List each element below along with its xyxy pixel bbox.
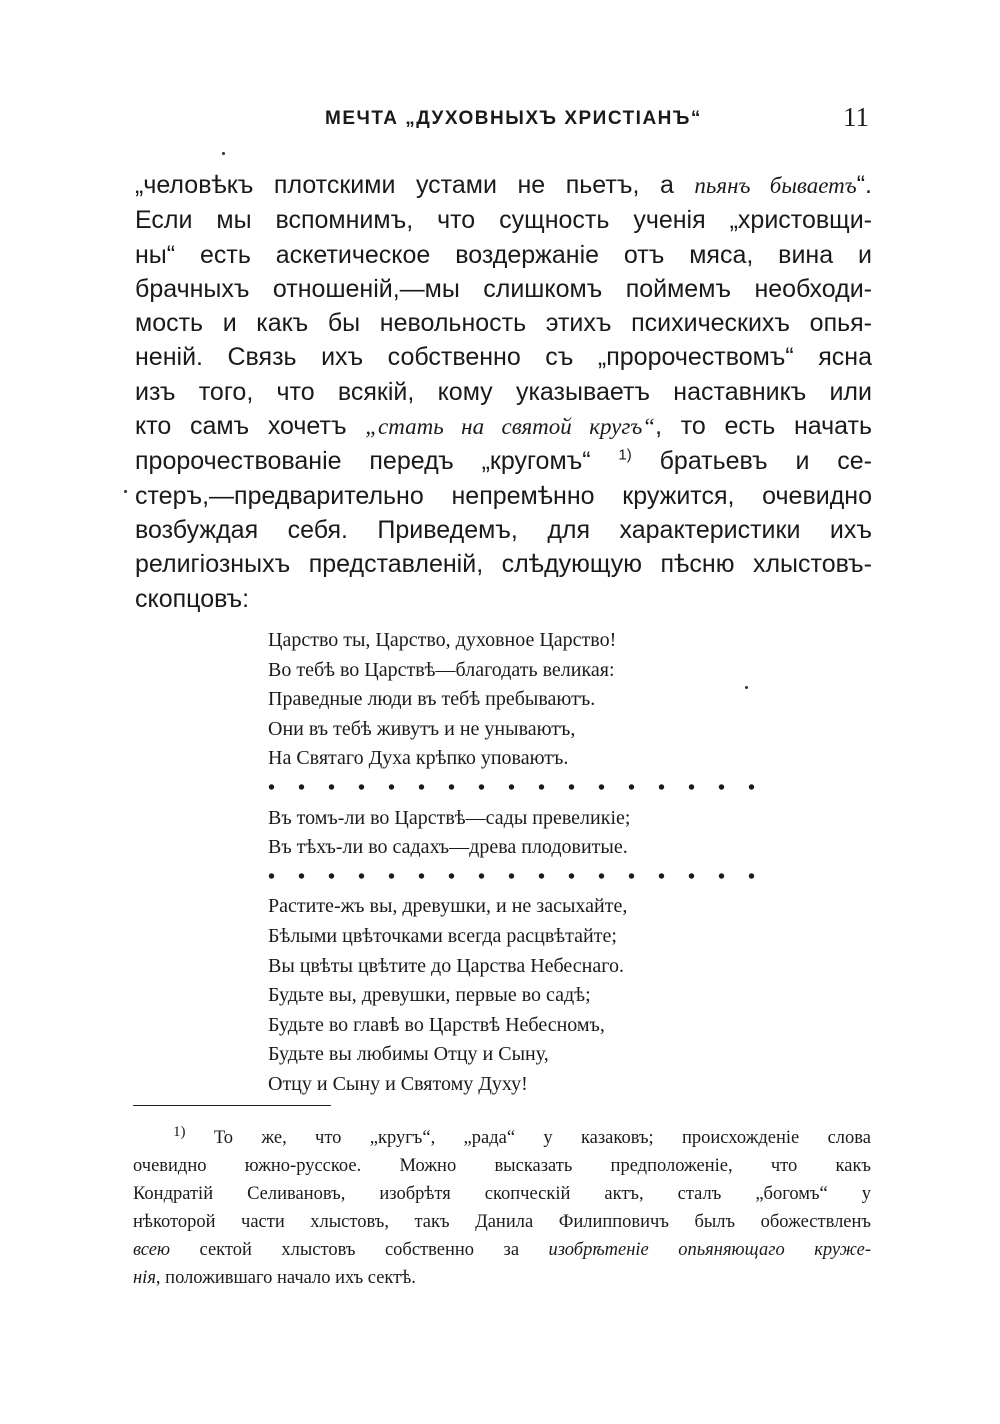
paragraph-line: изъ того, что всякій, кому указываетъ наставникъ или [135, 377, 872, 406]
footnote-line: $^{1)}$ То же, что „кругъ“, „рада“ у казаковъ; происхожденіе слова [173, 1123, 871, 1148]
italic-phrase: пьянъ бываетъ [694, 173, 857, 198]
footnote [133, 1124, 871, 1292]
verse-line: Вы цвѣты цвѣтите до Царства Небеснаго. [268, 954, 624, 977]
print-speck [745, 686, 748, 689]
verse-line: Въ томъ-ли во Царствѣ—сады превеликіе; [268, 806, 631, 829]
paragraph-line: пророчествованіе передъ „кругомъ“ $^{1)}$ братьевъ и се- [135, 447, 872, 476]
footnote-reference: 1) [618, 447, 632, 465]
hymn-verse [268, 626, 765, 1100]
paragraph-line: мость и какъ бы невольность этихъ психическихъ опья- [135, 309, 872, 338]
paragraph-line: стеръ,—предварительно непремѣнно кружится, очевидно [135, 481, 872, 510]
italic-phrase: „стать на святой кругъ“ [365, 414, 656, 440]
footnote-line: всею сектой хлыстовъ собственно за изобрѣтеніе опьяняющаго круже- [133, 1240, 871, 1260]
verse-line: Будьте вы любимы Отцу и Сыну, [268, 1043, 549, 1066]
print-speck [222, 152, 225, 155]
verse-line: Въ тѣхъ-ли во садахъ—древа плодовитые. [268, 836, 628, 859]
page-number: 11 [843, 102, 869, 132]
italic-phrase: всею [133, 1240, 171, 1260]
italic-phrase: изобрѣтеніе опьяняющаго круже- [548, 1240, 871, 1260]
elision-dots: • • • • • • • • • • • • • • • • • [268, 865, 765, 888]
paragraph-line: кто самъ хочетъ „стать на святой кругъ“, то есть начать [135, 412, 872, 441]
verse-line: Бѣлыми цвѣточками всегда расцвѣтайте; [268, 924, 617, 947]
paragraph-line: брачныхъ отношеній,—мы слишкомъ поймемъ необходи- [135, 274, 872, 303]
verse-line: На Святаго Духа крѣпко уповаютъ. [268, 747, 569, 770]
italic-phrase: нія [133, 1268, 156, 1288]
footnote-line: Кондратій Селивановъ, изобрѣтя скопческій актъ, сталъ „богомъ“ у [133, 1184, 871, 1204]
verse-line: Праведные люди въ тебѣ пребываютъ. [268, 688, 596, 711]
verse-line: Отцу и Сыну и Святому Духу! [268, 1072, 528, 1095]
paragraph-line: ны“ есть аскетическое воздержаніе отъ мяса, вина и [135, 240, 872, 269]
verse-line: Они въ тебѣ живутъ и не унываютъ, [268, 717, 576, 740]
footnote-line: очевидно южно-русское. Можно высказать предположеніе, что какъ [133, 1156, 871, 1176]
print-speck [124, 490, 127, 493]
running-title: МЕЧТА „ДУХОВНЫХЪ ХРИСТІАНЪ“ [325, 108, 702, 129]
verse-line: Растите-жъ вы, древушки, и не засыхайте, [268, 895, 628, 918]
verse-line: Во тебѣ во Царствѣ—благодать великая: [268, 658, 615, 681]
verse-line: Будьте вы, древушки, первые во садѣ; [268, 984, 591, 1007]
footnote-marker: 1) [173, 1123, 186, 1140]
verse-line: Царство ты, Царство, духовное Царство! [268, 629, 617, 651]
verse-line: Будьте во главѣ во Царствѣ Небесномъ, [268, 1013, 605, 1036]
paragraph-line: скопцовъ: [135, 584, 250, 613]
paragraph-line: неній. Связь ихъ собственно съ „пророчествомъ“ ясна [135, 343, 872, 372]
footnote-divider [133, 1105, 331, 1106]
paragraph-line: Если мы вспомнимъ, что сущность ученія „христовщи- [135, 206, 872, 235]
main-paragraph [135, 168, 872, 616]
elision-dots: • • • • • • • • • • • • • • • • • [268, 776, 765, 799]
paragraph-line: „человѣкъ плотскими устами не пьетъ, а пьянъ бываетъ“. [135, 171, 872, 199]
footnote-line: нѣкоторой части хлыстовъ, такъ Данила Филипповичъ былъ обожествленъ [133, 1212, 871, 1232]
paragraph-line: возбуждая себя. Приведемъ, для характеристики ихъ [135, 515, 872, 544]
paragraph-line: религіозныхъ представленій, слѣдующую пѣсню хлыстовъ- [135, 550, 872, 579]
footnote-line: нія, положившаго начало ихъ сектѣ. [133, 1268, 416, 1288]
